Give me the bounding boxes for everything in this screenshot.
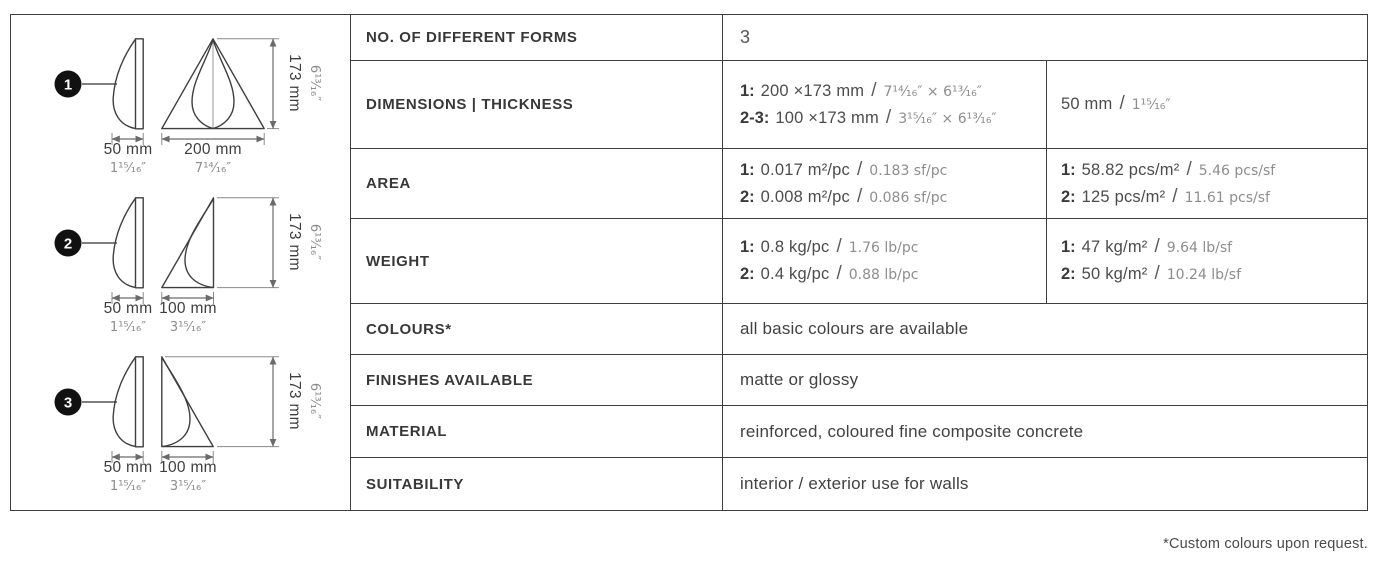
form-2-height-dim: [217, 198, 279, 288]
weight-per-piece-cell: [723, 218, 1047, 303]
form-2-front-view: [162, 198, 214, 304]
row-label-area: AREA: [351, 148, 723, 218]
form-2-front-width-in: 3¹⁵⁄₁₆″: [169, 320, 207, 335]
weight-density-line-2: 2: 50 kg/m² / 10.24 lb/sf: [1061, 263, 1241, 284]
form-3-height-dim: [165, 357, 279, 447]
area-per-sqm-cell: [1047, 148, 1367, 218]
weight-line-1: 1: 0.8 kg/pc / 1.76 lb/pc: [740, 236, 919, 257]
weight-line-2: 2: 0.4 kg/pc / 0.88 lb/pc: [740, 263, 919, 284]
form-3-diagram: [11, 348, 346, 506]
form-3-front-width-mm: 100 mm: [159, 459, 217, 476]
suitability-value-cell: interior / exterior use for walls: [723, 457, 1367, 510]
row-label-suitability: SUITABILITY: [351, 457, 723, 510]
dimensions-value-cell: [723, 60, 1047, 148]
dimensions-line-1: 1: 200 ×173 mm / 7¹⁴⁄₁₆″ × 6¹³⁄₁₆″: [740, 79, 982, 101]
form-2-height-in: 6¹³⁄₁₆″: [307, 223, 322, 261]
form-1-height-dim: [217, 39, 279, 129]
form-1-side-width-in: 1¹⁵⁄₁₆″: [109, 161, 147, 176]
form-3-side-width-in: 1¹⁵⁄₁₆″: [109, 479, 147, 494]
row-label-no-of-forms: NO. OF DIFFERENT FORMS: [351, 15, 723, 60]
form-3-side-view: [112, 357, 143, 463]
area-density-line-1: 1: 58.82 pcs/m² / 5.46 pcs/sf: [1061, 158, 1276, 180]
finishes-value-cell: matte or glossy: [723, 354, 1367, 405]
form-1-number: 1: [63, 76, 73, 94]
form-3-side-width-mm: 50 mm: [103, 459, 153, 476]
weight-per-sqm-cell: [1047, 218, 1367, 303]
area-density-line-2: 2: 125 pcs/m² / 11.61 pcs/sf: [1061, 185, 1270, 207]
forms-diagram-panel: [11, 15, 351, 510]
row-label-colours: COLOURS*: [351, 303, 723, 354]
spec-table: [351, 15, 1367, 510]
form-1-height-in: 6¹³⁄₁₆″: [307, 64, 322, 102]
form-3-height-in: 6¹³⁄₁₆″: [307, 382, 322, 420]
thickness-line: 50 mm / 1¹⁵⁄₁₆″: [1061, 93, 1171, 114]
row-label-finishes: FINISHES AVAILABLE: [351, 354, 723, 405]
form-1-diagram: [11, 30, 346, 188]
form-2-number: 2: [63, 235, 73, 253]
weight-density-line-1: 1: 47 kg/m² / 9.64 lb/sf: [1061, 236, 1233, 257]
form-3-front-view: [162, 357, 213, 463]
row-label-weight: WEIGHT: [351, 218, 723, 303]
custom-colours-footnote: *Custom colours upon request.: [1163, 536, 1368, 552]
material-value-cell: reinforced, coloured fine composite concrete: [723, 405, 1367, 457]
form-1-height-mm: 173 mm: [286, 54, 303, 112]
spec-sheet-frame: [10, 14, 1368, 511]
dimensions-line-2: 2-3: 100 ×173 mm / 3¹⁵⁄₁₆″ × 6¹³⁄₁₆″: [740, 106, 997, 128]
form-2-side-width-mm: 50 mm: [103, 300, 153, 317]
form-1-front-view: [162, 39, 264, 145]
form-3-number: 3: [63, 394, 73, 412]
row-label-dimensions-thickness: DIMENSIONS | THICKNESS: [351, 60, 723, 148]
thickness-value-cell: [1047, 60, 1367, 148]
form-2-side-view: [112, 198, 143, 304]
form-2-front-width-mm: 100 mm: [159, 300, 217, 317]
colours-value-cell: all basic colours are available: [723, 303, 1367, 354]
form-2-side-width-in: 1¹⁵⁄₁₆″: [109, 320, 147, 335]
row-value-no-of-forms: 3: [723, 15, 1367, 60]
form-3-height-mm: 173 mm: [286, 372, 303, 430]
form-1-front-width-in: 7¹⁴⁄₁₆″: [194, 161, 232, 176]
form-1-side-view: [112, 39, 143, 145]
form-2-diagram: [11, 189, 346, 347]
row-label-material: MATERIAL: [351, 405, 723, 457]
form-2-height-mm: 173 mm: [286, 213, 303, 271]
form-1-front-width-mm: 200 mm: [184, 141, 242, 158]
area-per-piece-cell: [723, 148, 1047, 218]
area-line-2: 2: 0.008 m²/pc / 0.086 sf/pc: [740, 185, 948, 207]
area-line-1: 1: 0.017 m²/pc / 0.183 sf/pc: [740, 158, 948, 180]
form-3-front-width-in: 3¹⁵⁄₁₆″: [169, 479, 207, 494]
form-1-side-width-mm: 50 mm: [103, 141, 153, 158]
